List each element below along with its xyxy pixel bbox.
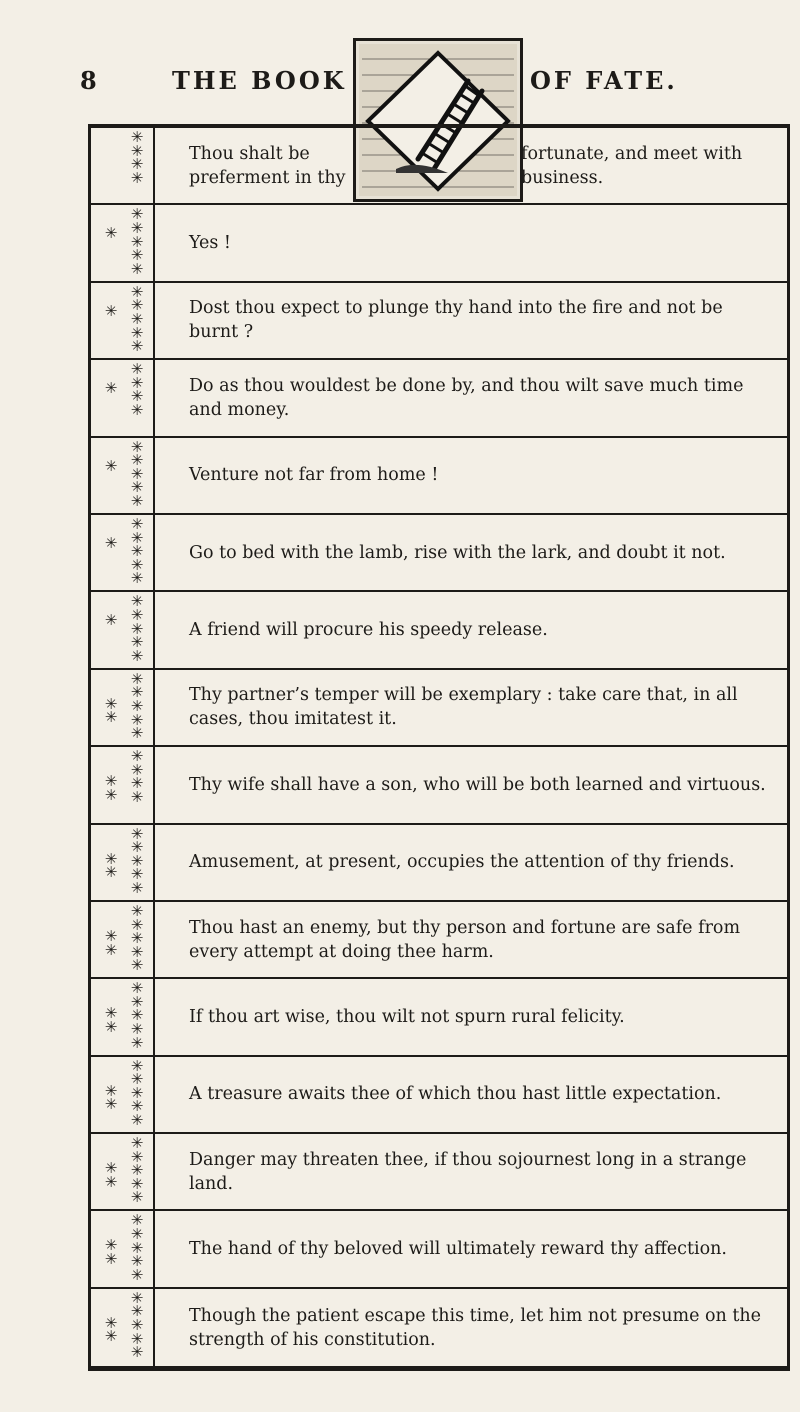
- fortune-row: [91, 825, 787, 902]
- asterisk-icon: ✳: [104, 1172, 118, 1191]
- fortune-row: [91, 1057, 787, 1134]
- asterisk-icon: ✳: [130, 1188, 144, 1207]
- asterisk-icon: ✳: [130, 669, 144, 688]
- fortune-row: [91, 438, 787, 515]
- star-column: [91, 902, 155, 977]
- asterisk-icon: ✳: [104, 1159, 118, 1178]
- asterisk-icon: ✳: [130, 865, 144, 884]
- asterisk-icon: ✳: [104, 301, 118, 320]
- star-column: [91, 825, 155, 900]
- asterisk-icon: ✳: [130, 774, 144, 793]
- running-head-right: OF FATE.: [530, 66, 678, 95]
- asterisk-icon: ✳: [130, 915, 144, 934]
- asterisk-icon: ✳: [130, 451, 144, 470]
- asterisk-icon: ✳: [130, 337, 144, 356]
- star-column: [91, 747, 155, 822]
- asterisk-icon: ✳: [130, 491, 144, 510]
- asterisk-icon: ✳: [104, 1327, 118, 1346]
- asterisk-icon: ✳: [130, 1174, 144, 1193]
- fortune-text: Thy partner’s temper will be exemplary : take care that, in all cases, thou imitatest it.: [189, 685, 738, 730]
- asterisk-icon: ✳: [130, 309, 144, 328]
- asterisk-icon: ✳: [130, 1288, 144, 1307]
- star-column: [91, 1057, 155, 1132]
- asterisk-icon: ✳: [104, 1095, 118, 1114]
- asterisk-icon: ✳: [104, 694, 118, 713]
- asterisk-icon: ✳: [130, 400, 144, 419]
- star-column: [91, 1211, 155, 1286]
- fortune-row: [91, 592, 787, 669]
- asterisk-icon: ✳: [130, 128, 144, 146]
- asterisk-icon: ✳: [104, 379, 118, 398]
- asterisk-icon: ✳: [130, 205, 144, 224]
- asterisk-icon: ✳: [130, 218, 144, 237]
- asterisk-icon: ✳: [130, 282, 144, 301]
- asterisk-icon: ✳: [130, 724, 144, 743]
- asterisk-icon: ✳: [130, 464, 144, 483]
- fortune-row: [91, 747, 787, 824]
- asterisk-icon: ✳: [130, 246, 144, 265]
- fortune-row: [91, 128, 787, 205]
- asterisk-icon: ✳: [104, 533, 118, 552]
- fortune-row: [91, 670, 787, 747]
- asterisk-icon: ✳: [130, 1211, 144, 1230]
- asterisk-icon: ✳: [130, 1033, 144, 1052]
- asterisk-icon: ✳: [130, 1147, 144, 1166]
- asterisk-icon: ✳: [130, 1225, 144, 1244]
- asterisk-icon: ✳: [130, 838, 144, 857]
- asterisk-icon: ✳: [130, 296, 144, 315]
- running-head-left: THE BOOK: [172, 66, 347, 95]
- asterisk-icon: ✳: [130, 1070, 144, 1089]
- asterisk-icon: ✳: [130, 1265, 144, 1284]
- fortune-row: [91, 1289, 787, 1366]
- fortune-text: Go to bed with the lamb, rise with the lark, and doubt it not.: [189, 542, 726, 563]
- fortune-table: [88, 124, 790, 1371]
- asterisk-icon: ✳: [130, 633, 144, 652]
- fortune-text: If thou art wise, thou wilt not spurn rural felicity.: [189, 1006, 625, 1027]
- fortune-row: [91, 902, 787, 979]
- asterisk-icon: ✳: [130, 141, 144, 160]
- asterisk-icon: ✳: [130, 619, 144, 638]
- asterisk-icon: ✳: [130, 1006, 144, 1025]
- fortune-text: Danger may threaten thee, if thou sojournest long in a strange land.: [189, 1149, 747, 1194]
- asterisk-icon: ✳: [130, 528, 144, 547]
- asterisk-icon: ✳: [104, 940, 118, 959]
- asterisk-icon: ✳: [104, 849, 118, 868]
- asterisk-icon: ✳: [130, 387, 144, 406]
- fortune-text: Yes !: [189, 233, 231, 254]
- asterisk-icon: ✳: [130, 760, 144, 779]
- fortune-text-left: Thou shalt be preferment in thy: [189, 144, 346, 188]
- star-column: [91, 205, 155, 280]
- asterisk-icon: ✳: [130, 1083, 144, 1102]
- asterisk-icon: ✳: [104, 224, 118, 243]
- page-number: 8: [80, 66, 97, 95]
- asterisk-icon: ✳: [130, 646, 144, 665]
- asterisk-icon: ✳: [130, 592, 144, 611]
- asterisk-icon: ✳: [130, 942, 144, 961]
- asterisk-icon: ✳: [130, 901, 144, 920]
- asterisk-icon: ✳: [104, 1017, 118, 1036]
- asterisk-icon: ✳: [130, 956, 144, 975]
- fortune-text-right: fortunate, and meet with business.: [521, 144, 743, 188]
- star-column: [91, 360, 155, 435]
- asterisk-icon: ✳: [130, 992, 144, 1011]
- asterisk-icon: ✳: [130, 1097, 144, 1116]
- asterisk-icon: ✳: [130, 1316, 144, 1335]
- fortune-row: [91, 283, 787, 360]
- asterisk-icon: ✳: [130, 1343, 144, 1362]
- fortune-text: Venture not far from home !: [189, 465, 439, 486]
- star-column: [91, 128, 155, 203]
- fortune-text: Amusement, at present, occupies the attention of thy friends.: [189, 852, 735, 873]
- star-column: [91, 1134, 155, 1209]
- star-column: [91, 515, 155, 590]
- fortune-text: Though the patient escape this time, let him not presume on the strength of his constitution.: [189, 1305, 762, 1350]
- asterisk-icon: ✳: [130, 747, 144, 766]
- asterisk-icon: ✳: [130, 878, 144, 897]
- asterisk-icon: ✳: [130, 1056, 144, 1075]
- star-column: [91, 592, 155, 667]
- asterisk-icon: ✳: [104, 785, 118, 804]
- asterisk-icon: ✳: [130, 787, 144, 806]
- asterisk-icon: ✳: [130, 1252, 144, 1271]
- asterisk-icon: ✳: [130, 514, 144, 533]
- asterisk-icon: ✳: [130, 555, 144, 574]
- asterisk-icon: ✳: [130, 851, 144, 870]
- asterisk-icon: ✳: [130, 373, 144, 392]
- asterisk-icon: ✳: [130, 478, 144, 497]
- star-column: [91, 670, 155, 745]
- asterisk-icon: ✳: [130, 1329, 144, 1348]
- asterisk-icon: ✳: [130, 259, 144, 278]
- star-column: [91, 979, 155, 1054]
- asterisk-icon: ✳: [104, 772, 118, 791]
- asterisk-icon: ✳: [104, 1004, 118, 1023]
- asterisk-icon: ✳: [130, 323, 144, 342]
- star-column: [91, 438, 155, 513]
- asterisk-icon: ✳: [130, 1161, 144, 1180]
- fortune-row: [91, 515, 787, 592]
- asterisk-icon: ✳: [104, 708, 118, 727]
- asterisk-icon: ✳: [130, 1134, 144, 1153]
- asterisk-icon: ✳: [130, 929, 144, 948]
- asterisk-icon: ✳: [130, 683, 144, 702]
- asterisk-icon: ✳: [130, 710, 144, 729]
- fortune-row: [91, 1134, 787, 1211]
- asterisk-icon: ✳: [130, 542, 144, 561]
- asterisk-icon: ✳: [104, 456, 118, 475]
- fortune-text: The hand of thy beloved will ultimately reward thy affection.: [189, 1239, 727, 1260]
- asterisk-icon: ✳: [104, 926, 118, 945]
- fortune-row: [91, 979, 787, 1056]
- asterisk-icon: ✳: [130, 605, 144, 624]
- asterisk-icon: ✳: [130, 360, 144, 379]
- asterisk-icon: ✳: [104, 1081, 118, 1100]
- fortune-row: [91, 1211, 787, 1288]
- fortune-text: Thy wife shall have a son, who will be both learned and virtuous.: [189, 774, 766, 795]
- asterisk-icon: ✳: [130, 1302, 144, 1321]
- star-column: [91, 1289, 155, 1366]
- fortune-text: Dost thou expect to plunge thy hand into the fire and not be burnt ?: [189, 298, 723, 343]
- fortune-row: [91, 360, 787, 437]
- asterisk-icon: ✳: [130, 437, 144, 456]
- asterisk-icon: ✳: [130, 155, 144, 174]
- asterisk-icon: ✳: [130, 979, 144, 998]
- asterisk-icon: ✳: [130, 1238, 144, 1257]
- asterisk-icon: ✳: [130, 1111, 144, 1130]
- asterisk-icon: ✳: [130, 824, 144, 843]
- fortune-row: [91, 205, 787, 282]
- asterisk-icon: ✳: [130, 569, 144, 588]
- asterisk-icon: ✳: [130, 696, 144, 715]
- fortune-text: Do as thou wouldest be done by, and thou wilt save much time and money.: [189, 375, 744, 420]
- fortune-text: A friend will procure his speedy release.: [189, 620, 548, 641]
- asterisk-icon: ✳: [130, 232, 144, 251]
- star-column: [91, 283, 155, 358]
- asterisk-icon: ✳: [130, 168, 144, 187]
- asterisk-icon: ✳: [130, 1020, 144, 1039]
- asterisk-icon: ✳: [104, 1250, 118, 1269]
- asterisk-icon: ✳: [104, 1236, 118, 1255]
- fortune-text: A treasure awaits thee of which thou hast little expectation.: [189, 1084, 722, 1105]
- fortune-text: Thou hast an enemy, but thy person and fortune are safe from every attempt at doing thee harm.: [189, 917, 741, 962]
- asterisk-icon: ✳: [104, 1313, 118, 1332]
- asterisk-icon: ✳: [104, 611, 118, 630]
- asterisk-icon: ✳: [104, 863, 118, 882]
